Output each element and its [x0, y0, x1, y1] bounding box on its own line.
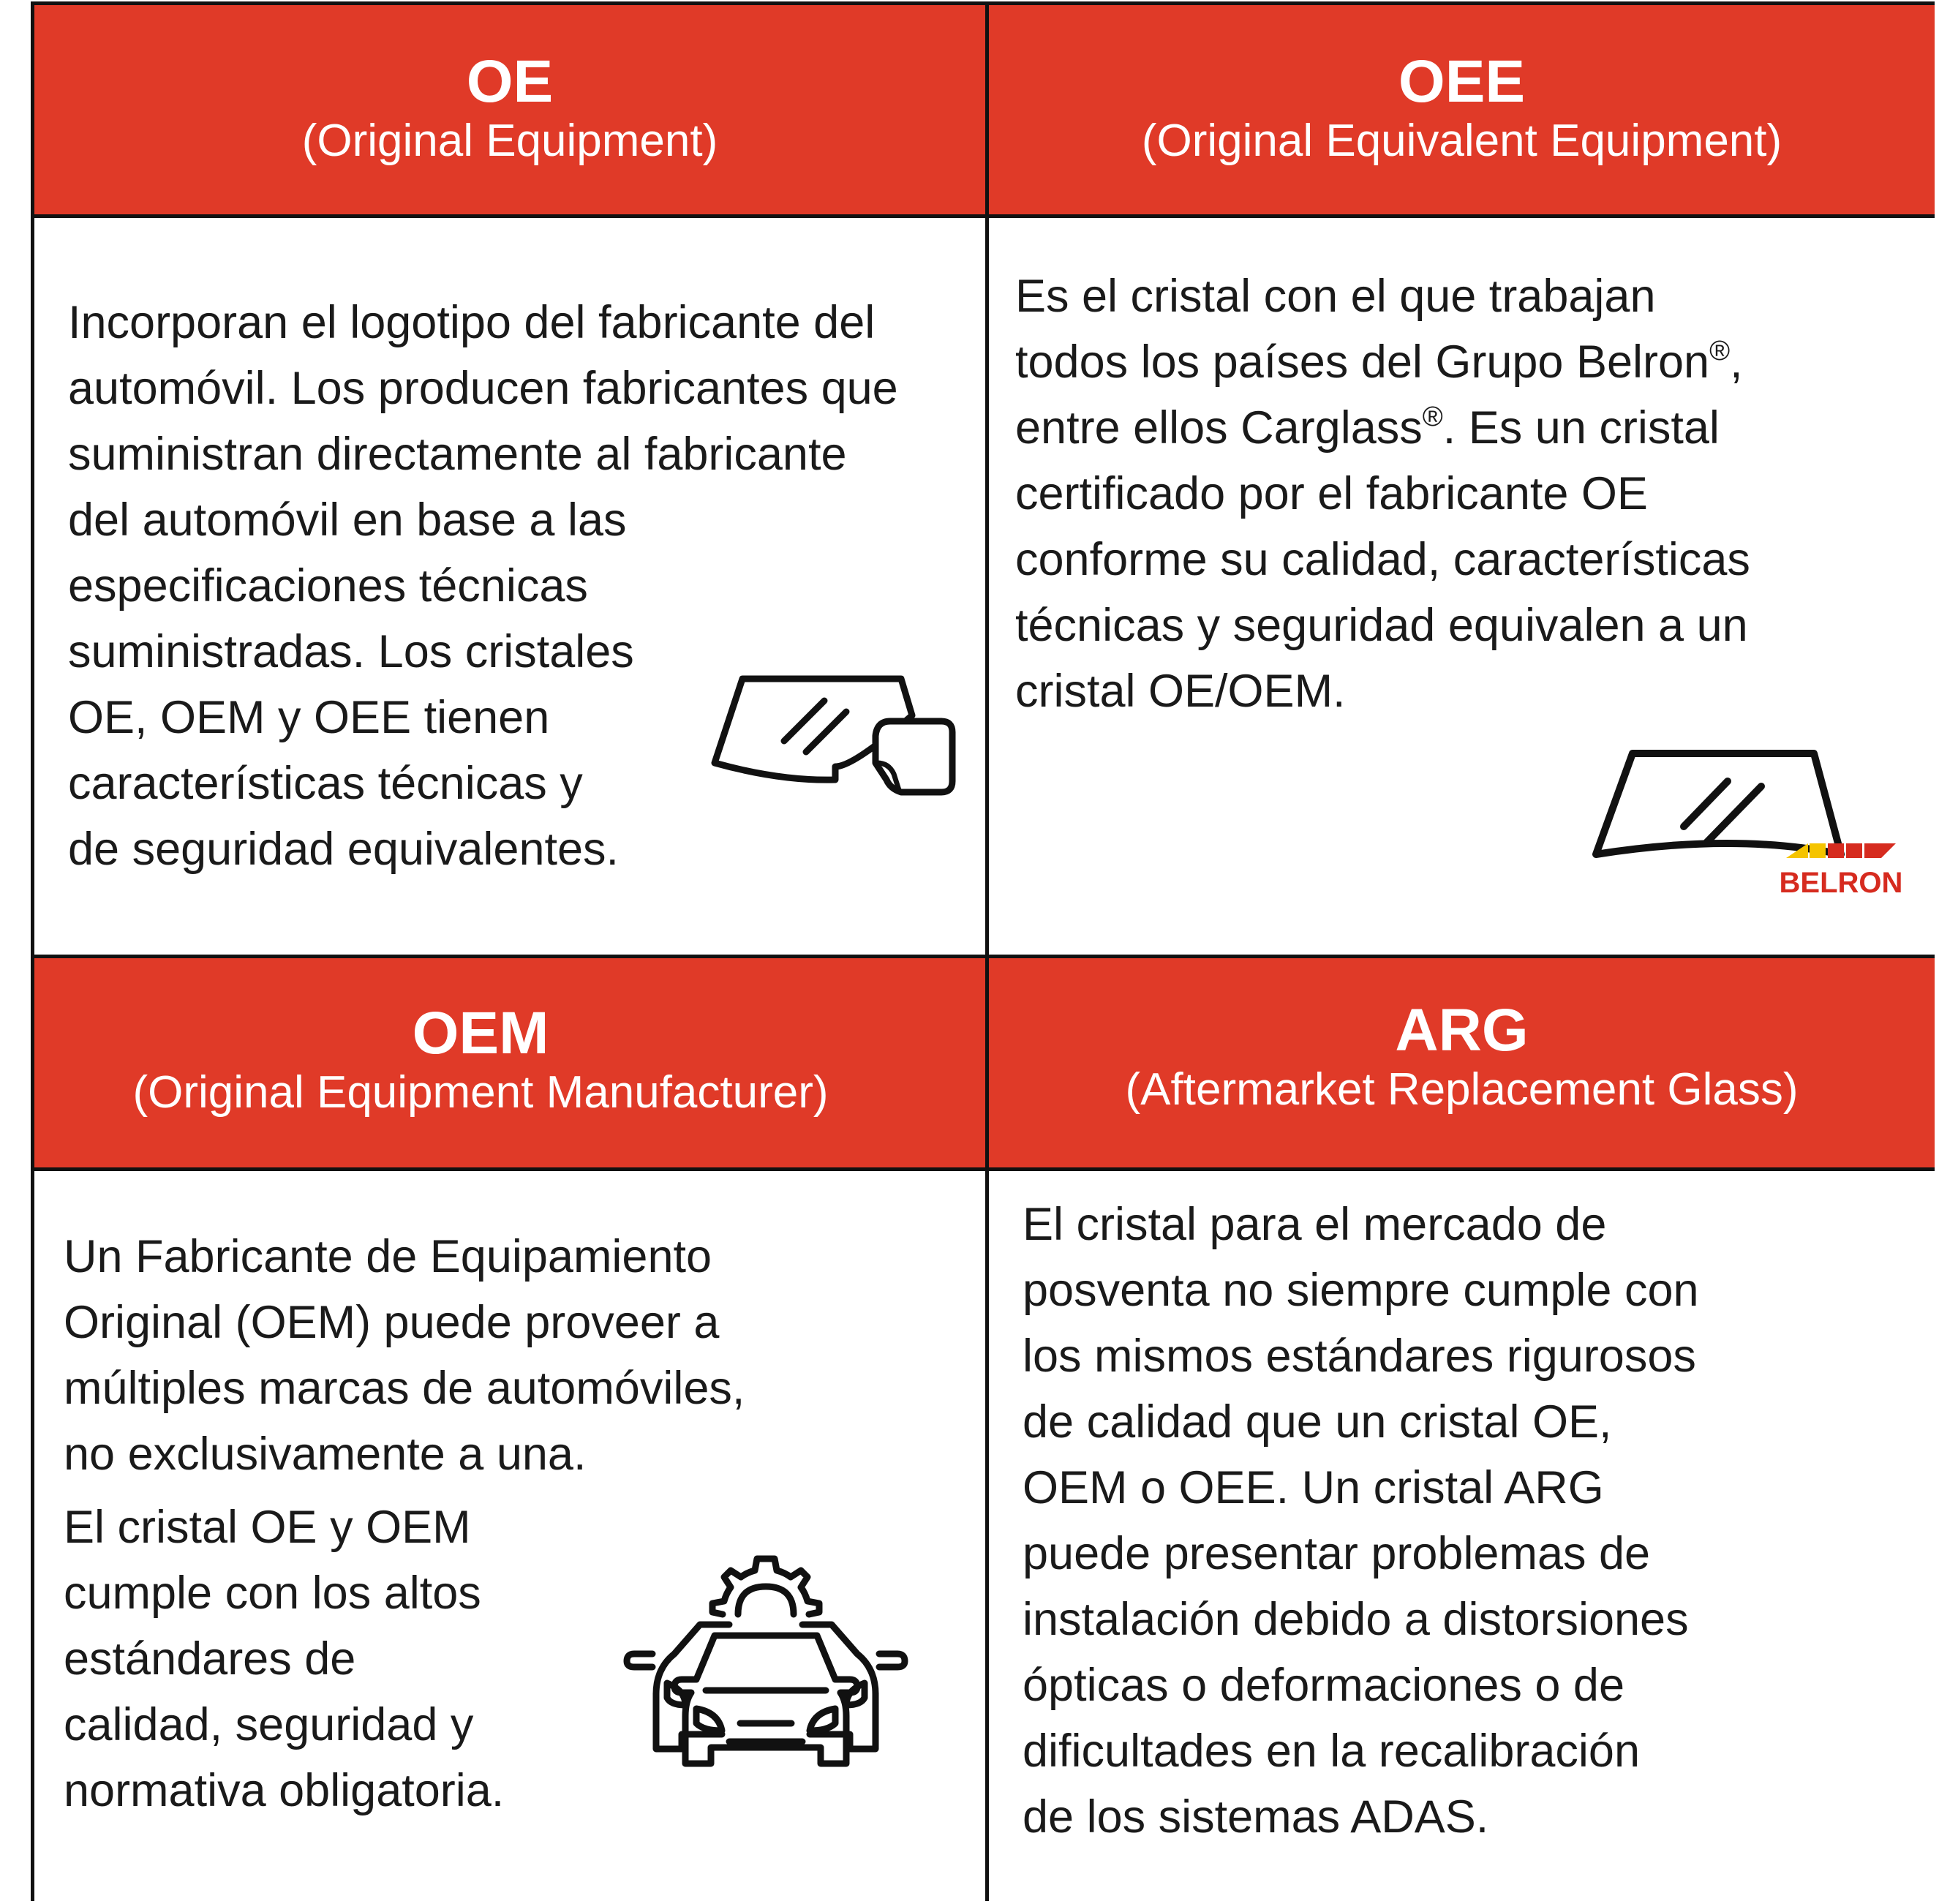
- arg-line: instalación debido a distorsiones: [1023, 1594, 1689, 1645]
- arg-full-name: (Aftermarket Replacement Glass): [1125, 1064, 1799, 1115]
- oee-line: todos los países del Grupo Belron®,: [1015, 336, 1743, 388]
- cars-gear-icon: [612, 1544, 919, 1778]
- oem-line: no exclusivamente a una.: [64, 1429, 587, 1480]
- oe-line: del automóvil en base a las: [68, 494, 627, 546]
- oee-line: cristal OE/OEM.: [1015, 666, 1346, 717]
- arg-line: puede presentar problemas de: [1023, 1528, 1651, 1579]
- grid-divider-middle: [34, 955, 1931, 958]
- oem-line: Original (OEM) puede proveer a: [64, 1297, 720, 1348]
- oem-line: Un Fabricante de Equipamiento: [64, 1231, 712, 1282]
- oe-code: OE: [466, 48, 554, 115]
- oee-code: OEE: [1398, 48, 1526, 115]
- arg-line: los mismos estándares rigurosos: [1023, 1331, 1696, 1382]
- arg-line: El cristal para el mercado de: [1023, 1199, 1607, 1250]
- arg-line: de los sistemas ADAS.: [1023, 1791, 1489, 1843]
- oee-line: técnicas y seguridad equivalen a un: [1015, 600, 1748, 651]
- oem-full-name: (Original Equipment Manufacturer): [132, 1067, 829, 1118]
- oem-line: cumple con los altos: [64, 1568, 481, 1619]
- windshield-belron-icon: [1589, 745, 1903, 902]
- oem-line: calidad, seguridad y: [64, 1699, 474, 1750]
- oem-line: múltiples marcas de automóviles,: [64, 1363, 745, 1414]
- arg-code: ARG: [1395, 997, 1529, 1064]
- oe-line: características técnicas y: [68, 758, 583, 809]
- oee-header: [989, 5, 1935, 214]
- oem-line: normativa obligatoria.: [64, 1765, 505, 1816]
- arg-line: de calidad que un cristal OE,: [1023, 1396, 1612, 1448]
- arg-line: ópticas o deformaciones o de: [1023, 1660, 1624, 1711]
- arg-line: posventa no siempre cumple con: [1023, 1265, 1699, 1316]
- comparison-grid: [31, 1, 1935, 1901]
- oe-body: [34, 218, 985, 955]
- windshield-sticker-icon: [707, 671, 971, 818]
- oee-line: conforme su calidad, características: [1015, 534, 1750, 585]
- belron-logo-text: BELRON: [1779, 867, 1903, 899]
- oem-body: [34, 1171, 985, 1901]
- oee-line: entre ellos Carglass®. Es un cristal: [1015, 402, 1720, 454]
- oe-line: automóvil. Los producen fabricantes que: [68, 363, 898, 414]
- oe-line: Incorporan el logotipo del fabricante del: [68, 297, 876, 348]
- oe-line: especificaciones técnicas: [68, 560, 588, 612]
- grid-divider-lower: [34, 1167, 1931, 1171]
- arg-line: OEM o OEE. Un cristal ARG: [1023, 1462, 1604, 1513]
- oe-line: OE, OEM y OEE tienen: [68, 692, 550, 743]
- oe-header: [34, 5, 985, 214]
- oem-header: [34, 958, 985, 1167]
- arg-line: dificultades en la recalibración: [1023, 1726, 1640, 1777]
- belron-logo: [1780, 843, 1903, 899]
- grid-divider-top: [34, 214, 1931, 218]
- arg-header: [989, 958, 1935, 1167]
- arg-body: [989, 1171, 1935, 1901]
- grid-divider-vertical: [985, 5, 989, 1897]
- oe-line: de seguridad equivalentes.: [68, 824, 620, 875]
- oee-line: certificado por el fabricante OE: [1015, 468, 1648, 519]
- oem-line: estándares de: [64, 1633, 356, 1685]
- oem-line: El cristal OE y OEM: [64, 1502, 471, 1553]
- oe-line: suministran directamente al fabricante: [68, 429, 847, 480]
- oe-line: suministradas. Los cristales: [68, 626, 634, 677]
- oee-body: [989, 218, 1935, 955]
- oee-line: Es el cristal con el que trabajan: [1015, 271, 1656, 322]
- oee-full-name: (Original Equivalent Equipment): [1141, 116, 1782, 166]
- oem-code: OEM: [412, 1000, 549, 1066]
- oe-full-name: (Original Equipment): [301, 116, 718, 166]
